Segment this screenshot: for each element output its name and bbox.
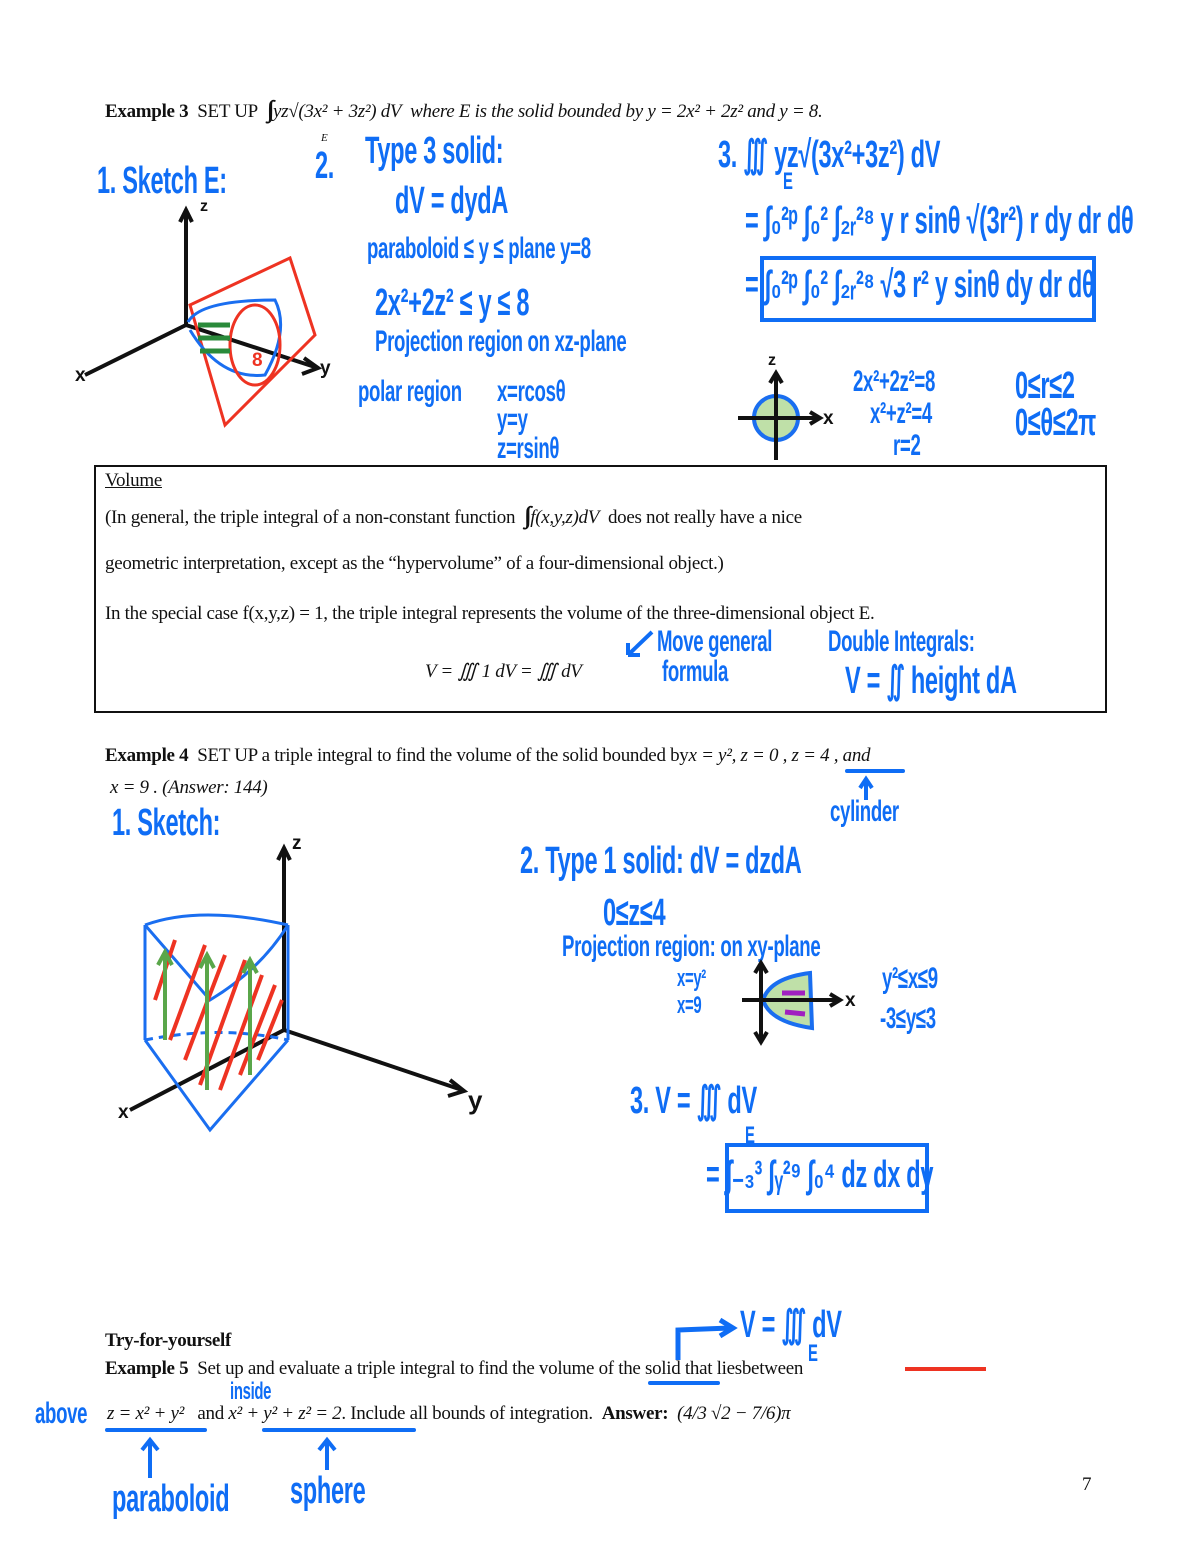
note-cylinder: cylinder [830, 795, 899, 828]
sphere-eq: x² + y² + z² = 2 [228, 1403, 342, 1424]
example3-label: Example 3 [105, 101, 189, 122]
ex3-disk-axis-z: z [768, 352, 776, 369]
example3-integrand: yz√(3x² + 3z²) dV [273, 101, 402, 122]
volume-p1-end: does not really have a nice [607, 507, 802, 528]
example3-prompt: SET UP [197, 101, 258, 122]
ex5-v: V = ∭ dV [740, 1304, 842, 1346]
ex3-axis-y: y [320, 358, 331, 379]
ex4-c2: x=9 [677, 992, 702, 1019]
volume-title: Volume [105, 470, 162, 491]
region-label: E [321, 132, 328, 144]
note-paraboloid: paraboloid [112, 1478, 230, 1520]
example4-label: Example 4 [105, 745, 189, 766]
ex4-projection: Projection region: on xy-plane [562, 930, 821, 963]
volume-p1-start: (In general, the triple integral of a non-constant function [105, 507, 516, 528]
ex3-bounds-words: paraboloid ≤ y ≤ plane y=8 [367, 232, 591, 265]
answer-label: Answer: [601, 1403, 669, 1424]
example5-text-b: of the solid that lies [598, 1358, 742, 1379]
ex4-step1: 1. Sketch: [112, 802, 221, 844]
note-formula: formula [662, 655, 729, 688]
underline [648, 1381, 720, 1385]
ex3-bounds: 2x²+2z² ≤ y ≤ 8 [375, 282, 530, 324]
ex3-eq3: r=2 [893, 429, 921, 462]
ex3-theta-bounds: 0≤θ≤2π [1015, 402, 1096, 444]
ex4-diagram-axis-x: x [845, 990, 856, 1011]
ex4-step3-E: E [745, 1122, 755, 1149]
ex4-axis-z: z [292, 833, 302, 854]
ex3-eq2: x²+z²=4 [870, 397, 932, 430]
example4-text2: x = 9 . (Answer: 144) [110, 777, 268, 798]
example4-cylinder-eq: x = y² [688, 745, 732, 766]
ex3-projection: Projection region on xz-plane [375, 325, 627, 358]
note-inside: inside [230, 1378, 272, 1405]
ex4-z-bounds: 0≤z≤4 [603, 892, 666, 934]
ex4-step2: 2. Type 1 solid: dV = dzdA [520, 840, 802, 882]
struck-word: between [741, 1358, 804, 1379]
ex3-step1: 1. Sketch E: [97, 160, 227, 202]
and-word: and [197, 1403, 224, 1424]
note-above: above [35, 1397, 88, 1430]
ex4-answer: = ∫₋₃³ ∫ᵧ²⁹ ∫₀⁴ dz dx dy [706, 1154, 934, 1196]
underline [262, 1428, 416, 1432]
volume-p2: geometric interpretation, except as the “hypervolume” of a four-dimensional object.) [105, 553, 724, 574]
triple-integral-symbol: ∫∫∫ [524, 503, 526, 529]
triple-integral-symbol: ∫∫∫ [266, 97, 269, 123]
ex5-v-E: E [808, 1340, 818, 1367]
example5-line2 [107, 1403, 790, 1425]
underline [105, 1428, 207, 1432]
ex4-y-bounds: -3≤y≤3 [880, 1002, 936, 1035]
example4-text-b: , z = 0 , z = 4 , and [731, 745, 871, 766]
ex3-step2-num: 2. [315, 145, 335, 187]
ex3-polar-x: x=rcosθ [497, 375, 566, 408]
page-number: 7 [1082, 1474, 1092, 1495]
paraboloid-eq: z = x² + y² [107, 1403, 184, 1424]
ex3-step3-E: E [783, 168, 793, 195]
ex3-step3: 3. ∭ yz√(3x²+3z²) dV [718, 134, 941, 176]
note-double-integrals: Double Integrals: [828, 625, 975, 658]
example5-volume-word: volume [538, 1358, 595, 1379]
ex3-eq1: 2x²+2z²=8 [853, 365, 936, 398]
ex4-c1: x=y² [677, 965, 706, 992]
note-height-da: V = ∬ height dA [845, 660, 1017, 702]
example5-text2: . Include all bounds of integration. [341, 1403, 593, 1424]
ex3-dv: dV = dydA [395, 180, 509, 222]
note-move-general: Move general [657, 625, 773, 658]
ex3-r-bounds: 0≤r≤2 [1015, 365, 1075, 407]
answer-value: (4/3 √2 − 7/6)π [677, 1403, 791, 1424]
ex3-line3: = ∫₀²ᵖ ∫₀² ∫₂ᵣ²⁸ √3 r² y sinθ dy dr dθ [745, 264, 1095, 306]
note-sphere: sphere [290, 1470, 366, 1512]
volume-p1-integral: f(x,y,z)dV [530, 507, 600, 528]
volume-formula: V = ∭ 1 dV = ∭ dV [425, 661, 582, 682]
ex3-axis-x: x [75, 365, 86, 386]
example5-text: Set up and evaluate a triple integral to find the [197, 1358, 535, 1379]
ex3-disk-axis-x: x [823, 408, 834, 429]
volume-p3: In the special case f(x,y,z) = 1, the triple integral represents the volume of the three-dimensional object E. [105, 603, 875, 624]
ex3-polar-y: y=y [497, 403, 528, 436]
example5-statement [105, 1358, 803, 1380]
ex3-sketch-8: 8 [252, 350, 263, 371]
ex3-axis-z: z [200, 198, 208, 215]
ex3-polar-z: z=rsinθ [497, 432, 560, 465]
ex4-step3: 3. V = ∭ dV [630, 1080, 757, 1122]
ex3-line2: = ∫₀²ᵖ ∫₀² ∫₂ᵣ²⁸ y r sinθ √(3r²) r dy dr dθ [745, 200, 1134, 242]
ex3-polar-label: polar region [358, 375, 462, 408]
ex4-axis-y: y [468, 1085, 483, 1115]
example3-rest: where E is the solid bounded by y = 2x² + 2z² and y = 8. [410, 101, 823, 122]
ex4-axis-x: x [118, 1102, 129, 1123]
example4-text: SET UP a triple integral to find the volume of the solid bounded by [197, 745, 689, 766]
example5-label: Example 5 [105, 1358, 189, 1379]
try-heading: Try-for-yourself [105, 1330, 232, 1351]
ex3-step2-title: Type 3 solid: [365, 130, 504, 172]
ex4-x-bounds: y²≤x≤9 [882, 962, 938, 995]
